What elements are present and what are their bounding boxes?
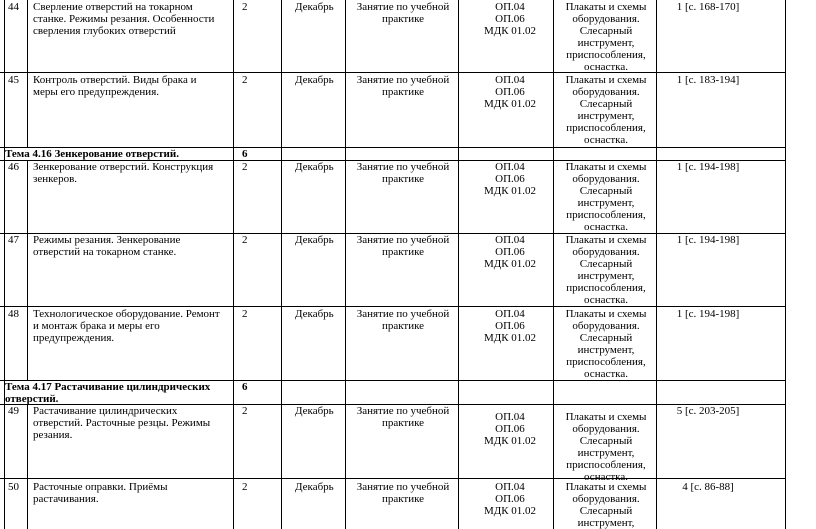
equipment-line: Слесарный: [579, 332, 633, 345]
row-number: 50: [8, 481, 19, 493]
lesson-description: Зенкерование отверстий. Конструкция зенкеров.: [33, 161, 214, 186]
competency: ОП.04: [495, 411, 525, 423]
equipment-line: оснастка.: [584, 134, 628, 147]
competencies: [465, 74, 555, 111]
competency: ОП.06: [495, 320, 525, 333]
month: Декабрь: [295, 161, 334, 173]
equipment-line: инструмент,: [577, 110, 635, 123]
equipment-line: Слесарный: [579, 98, 633, 111]
competency: МДК 01.02: [483, 258, 537, 271]
equipment-line: Слесарный: [579, 505, 633, 518]
competency: МДК 01.02: [483, 505, 537, 518]
equipment-line: инструмент,: [577, 197, 635, 210]
theme-title: Тема 4.17 Растачивание цилиндрических отверстий.: [5, 381, 211, 406]
competency: ОП.04: [495, 74, 525, 86]
equipment-line: инструмент,: [577, 344, 635, 357]
equipment-line: оборудования.: [572, 493, 640, 506]
month: Декабрь: [295, 308, 334, 320]
grid-line: [345, 0, 346, 529]
lesson-description: Режимы резания. Зенкерование отверстий на токарном станке.: [33, 234, 181, 259]
lesson-description: Контроль отверстий. Виды брака и меры его предупреждения.: [33, 74, 197, 99]
competencies: [465, 234, 555, 271]
row-number: 48: [8, 308, 19, 320]
literature-ref: 1 [с. 194-198]: [676, 234, 740, 246]
row-number: 46: [8, 161, 19, 173]
lesson-description: Технологическое оборудование. Ремонт и монтаж брака и меры его предупреждения.: [33, 308, 220, 345]
equipment-line: Плакаты и схемы: [565, 161, 647, 173]
grid-line: [0, 306, 786, 307]
grid-line: [4, 0, 5, 529]
grid-line: [27, 404, 28, 529]
literature-ref: 5 [с. 203-205]: [676, 405, 740, 417]
equipment-line: Слесарный: [579, 258, 633, 271]
competency: ОП.06: [495, 423, 525, 436]
competency: МДК 01.02: [483, 98, 537, 111]
equipment-line: Слесарный: [579, 185, 633, 198]
competency: МДК 01.02: [483, 185, 537, 198]
equipment-line: оборудования.: [572, 320, 640, 333]
equipment: [558, 234, 654, 307]
equipment: [558, 308, 654, 381]
lesson-type: Занятие по учебной практике: [356, 74, 450, 99]
month: Декабрь: [295, 481, 334, 493]
lesson-type: Занятие по учебной практике: [356, 405, 450, 430]
literature-ref: 1 [с. 194-198]: [676, 161, 740, 173]
grid-line: [281, 0, 282, 529]
row-number: 45: [8, 74, 19, 86]
equipment-line: инструмент,: [577, 270, 635, 283]
theme-hours: 6: [242, 148, 248, 160]
grid-line: [0, 478, 786, 479]
equipment: [558, 161, 654, 234]
lesson-description: Растачивание цилиндрических отверстий. Расточные резцы. Режимы резания.: [33, 405, 211, 442]
competency: ОП.06: [495, 493, 525, 506]
month: Декабрь: [295, 74, 334, 86]
competency: ОП.04: [495, 161, 525, 173]
equipment-line: Плакаты и схемы: [565, 1, 647, 13]
equipment-line: инструмент,: [577, 37, 635, 50]
month: Декабрь: [295, 234, 334, 246]
literature-ref: 4 [с. 86-88]: [682, 481, 734, 493]
equipment-line: оборудования.: [572, 423, 640, 436]
month: Декабрь: [295, 405, 334, 417]
competencies: [465, 308, 555, 345]
grid-line: [785, 0, 786, 529]
equipment-line: Плакаты и схемы: [565, 234, 647, 246]
equipment-line: приспособления,: [566, 282, 646, 295]
equipment-line: Слесарный: [579, 25, 633, 38]
lesson-type: Занятие по учебной практике: [356, 161, 450, 186]
equipment: [558, 481, 654, 529]
equipment-line: инструмент,: [577, 447, 635, 460]
equipment-line: оснастка.: [584, 368, 628, 381]
row-number: 49: [8, 405, 19, 417]
equipment: [558, 411, 654, 484]
hours: 2: [242, 161, 248, 173]
row-number: 47: [8, 234, 19, 246]
grid-line: [27, 0, 28, 147]
literature-ref: 1 [с. 194-198]: [676, 308, 740, 320]
competencies: [465, 411, 555, 448]
theme-hours: 6: [242, 381, 248, 393]
competency: ОП.04: [495, 1, 525, 13]
grid-line: [27, 161, 28, 380]
hours: 2: [242, 308, 248, 320]
equipment-line: оснастка.: [584, 294, 628, 307]
equipment-line: оснастка.: [584, 471, 628, 484]
equipment-line: приспособления,: [566, 356, 646, 369]
competencies: [465, 161, 555, 198]
competency: ОП.06: [495, 173, 525, 186]
equipment-line: оборудования.: [572, 173, 640, 186]
grid-line: [656, 0, 657, 529]
competency: МДК 01.02: [483, 25, 537, 38]
competency: ОП.06: [495, 86, 525, 99]
equipment: [558, 1, 654, 74]
competency: МДК 01.02: [483, 332, 537, 345]
hours: 2: [242, 234, 248, 246]
equipment-line: оборудования.: [572, 13, 640, 26]
lesson-type: Занятие по учебной практике: [356, 481, 450, 506]
equipment-line: приспособления,: [566, 49, 646, 62]
equipment-line: оснастка.: [584, 61, 628, 74]
lesson-type: Занятие по учебной практике: [356, 308, 450, 333]
grid-line: [458, 0, 459, 529]
month: Декабрь: [295, 1, 334, 13]
equipment-line: приспособления,: [566, 459, 646, 472]
equipment: [558, 74, 654, 147]
grid-line: [233, 0, 234, 529]
equipment-line: Плакаты и схемы: [565, 481, 647, 493]
competencies: [465, 481, 555, 518]
equipment-line: Плакаты и схемы: [565, 74, 647, 86]
equipment-line: Плакаты и схемы: [565, 308, 647, 320]
hours: 2: [242, 481, 248, 493]
equipment-line: оборудования.: [572, 246, 640, 259]
competency: ОП.04: [495, 481, 525, 493]
equipment-line: инструмент,: [577, 517, 635, 529]
equipment-line: приспособления,: [566, 122, 646, 135]
equipment-line: приспособления,: [566, 209, 646, 222]
equipment-line: оснастка.: [584, 221, 628, 234]
lesson-type: Занятие по учебной практике: [356, 234, 450, 259]
competency: МДК 01.02: [483, 435, 537, 448]
hours: 2: [242, 74, 248, 86]
theme-title: Тема 4.16 Зенкерование отверстий.: [5, 148, 179, 160]
competency: ОП.04: [495, 234, 525, 246]
competency: ОП.04: [495, 308, 525, 320]
hours: 2: [242, 1, 248, 13]
grid-line: [0, 72, 786, 73]
lesson-description: Сверление отверстий на токарном станке. Режимы резания. Особенности сверления глубоких отверстий: [33, 1, 215, 38]
equipment-line: Плакаты и схемы: [565, 411, 647, 423]
row-number: 44: [8, 1, 19, 13]
equipment-line: Слесарный: [579, 435, 633, 448]
literature-ref: 1 [с. 168-170]: [676, 1, 740, 13]
hours: 2: [242, 405, 248, 417]
lesson-description: Расточные оправки. Приёмы растачивания.: [33, 481, 168, 506]
competencies: [465, 1, 555, 38]
competency: ОП.06: [495, 246, 525, 259]
competency: ОП.06: [495, 13, 525, 26]
equipment-line: оборудования.: [572, 86, 640, 99]
literature-ref: 1 [с. 183-194]: [676, 74, 740, 86]
lesson-type: Занятие по учебной практике: [356, 1, 450, 26]
